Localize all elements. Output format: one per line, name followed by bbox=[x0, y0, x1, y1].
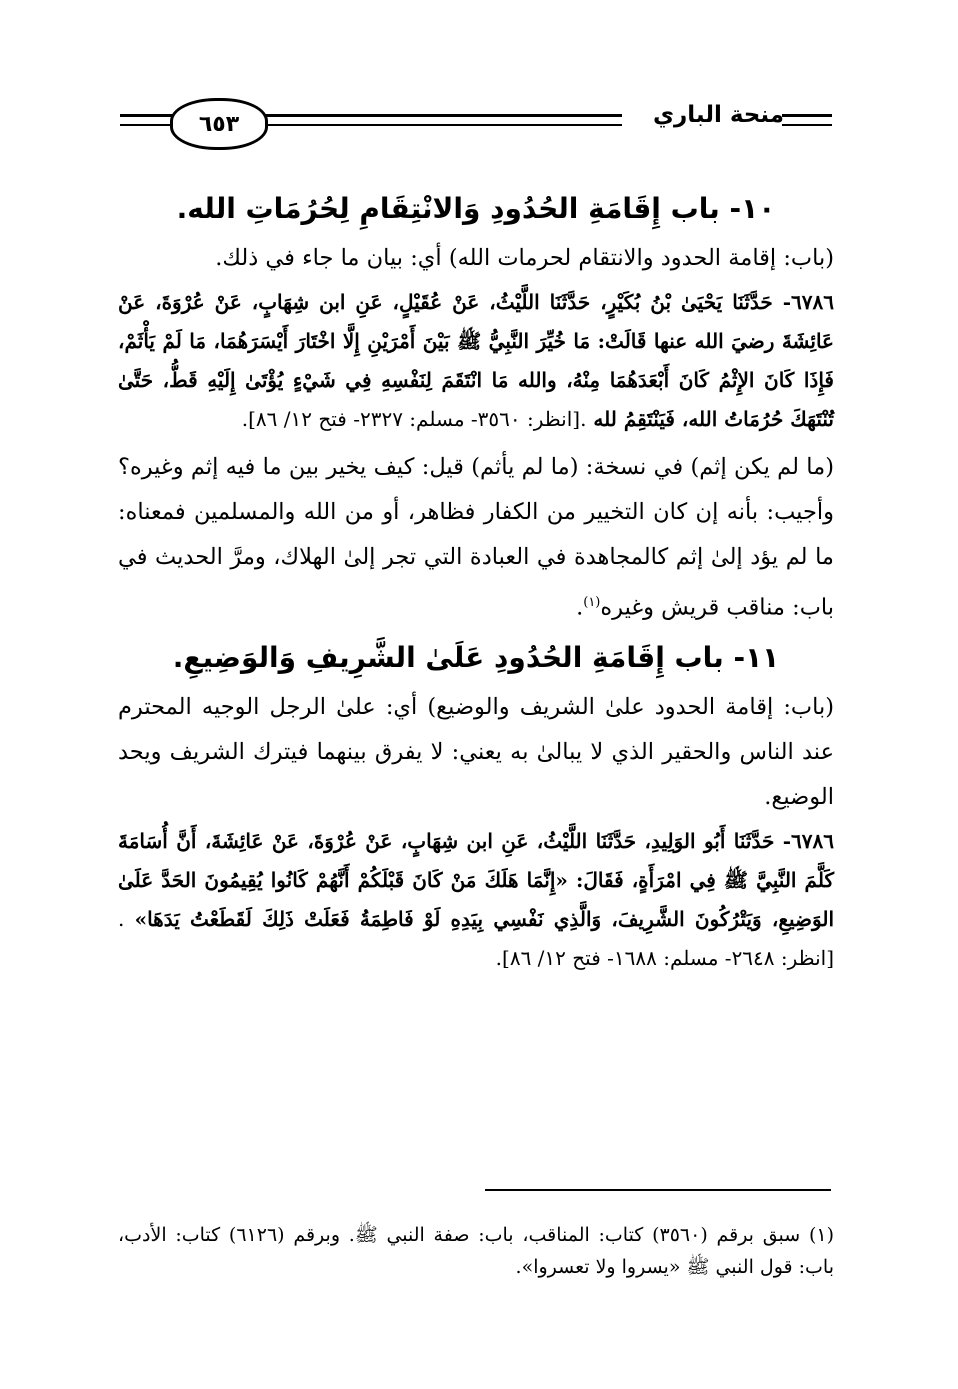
header-rule-middle-bottom bbox=[262, 124, 622, 126]
header-rule-right-top bbox=[782, 114, 832, 117]
hadith-text: ٦٧٨٦- حَدَّثَنَا يَحْيَىٰ بْنُ بُكَيْرٍ، حَدَّثَنَا اللَّيْثُ، عَنْ عُقَيْلٍ، عَنِ ابن شِهَابٍ، عَنْ عُرْوَةَ، عَنْ عَائِشَةَ رضيَ الله عنها قَالَتْ: مَا خُيِّرَ النَّبِيُّ ﷺ بَيْنَ أَمْرَيْنِ إِلَّا اخْتَارَ أَيْسَرَهُمَا، مَا لَمْ يَأْثَمْ، فَإِذَا كَانَ الإِثْمُ كَانَ أَبْعَدَهُمَا مِنْهُ، والله مَا انْتَقَمَ لِنَفْسِهِ فِي شَيْءٍ يُؤْتَىٰ إِلَيْهِ قَطُّ، حَتَّىٰ تُنْتَهَكَ حُرُمَاتُ الله، فَيَنْتَقِمُ لله bbox=[118, 290, 834, 431]
header-rule-middle-top bbox=[262, 114, 622, 117]
chapter-10-commentary: (باب: إقامة الحدود والانتقام لحرمات الله) أي: بيان ما جاء في ذلك. bbox=[215, 245, 834, 271]
page-header bbox=[120, 98, 832, 158]
explanation-text: (ما لم يكن إثم) في نسخة: (ما لم يأثم) قيل: كيف يخير بين ما فيه إثم وغيره؟ وأجيب: بأنه إن كان التخيير من الكفار فظاهر، أو من الله والمسلمين فمعناه: ما لم يؤد إلىٰ إثم كالمجاهدة في العبادة التي تجر إلىٰ الهلاك، ومرَّ الحديث في باب: مناقب قريش وغيره bbox=[118, 454, 834, 621]
footnote-marker: (١) bbox=[583, 595, 601, 610]
book-title: منحة الباري bbox=[652, 102, 784, 128]
chapter-11-commentary: (باب: إقامة الحدود علىٰ الشريف والوضيع) أي: علىٰ الرجل الوجيه المحترم عند الناس والحقير الذي لا يبالىٰ به يعني: لا يفرق بينهما فيترك الشريف ويحد الوضيع. bbox=[118, 693, 834, 810]
hadith-reference: .[انظر: ٣٥٦٠- مسلم: ٢٣٢٧- فتح ١٢/ ٨٦]. bbox=[241, 407, 587, 431]
explanation-end: . bbox=[576, 594, 584, 621]
hadith-6786-b bbox=[118, 822, 834, 978]
page-number bbox=[170, 98, 268, 150]
header-rule-right-bottom bbox=[782, 124, 832, 126]
page-content bbox=[118, 182, 834, 978]
hadith-6786-a bbox=[118, 283, 834, 439]
header-rule-left-top bbox=[120, 114, 172, 117]
chapter-11-heading: ١١- باب إِقَامَةِ الحُدُودِ عَلَىٰ الشَّرِيفِ وَالوَضِيعِ. bbox=[172, 640, 780, 674]
chapter-10-heading: ١٠- باب إِقَامَةِ الحُدُودِ وَالانْتِقَامِ لِحُرُمَاتِ الله. bbox=[176, 192, 776, 225]
hadith-reference: .[انظر: ٢٦٤٨- مسلم: ١٦٨٨- فتح ١٢/ ٨٦]. bbox=[118, 906, 834, 970]
chapter-10-explanation bbox=[118, 445, 834, 631]
header-rule-left-bottom bbox=[120, 124, 172, 126]
footnote-1: (١) سبق برقم (٣٥٦٠) كتاب: المناقب، باب: صفة النبي ﷺ. وبرقم (٦١٢٦) كتاب: الأدب، باب: قول النبي ﷺ «يسروا ولا تعسروا». bbox=[118, 1224, 834, 1278]
page-number-text: ٦٥٣ bbox=[198, 111, 240, 137]
hadith-text: ٦٧٨٦- حَدَّثَنَا أَبُو الوَلِيدِ، حَدَّثَنَا اللَّيْثُ، عَنِ ابن شِهَابٍ، عَنْ عُرْوَةَ، عَنْ عَائِشَةَ، أَنَّ أُسَامَةَ كَلَّمَ النَّبِيَّ ﷺ فِي امْرَأَةٍ، فَقَالَ: «إِنَّمَا هَلَكَ مَنْ كَانَ قَبْلَكُمْ أَنَّهُمْ كَانُوا يُقِيمُونَ الحَدَّ عَلَىٰ الوَضِيعِ، وَيَتْرُكُونَ الشَّرِيفَ، وَالَّذِي نَفْسِي بِيَدِهِ لَوْ فَاطِمَةُ فَعَلَتْ ذَلِكَ لَقَطَعْتُ يَدَهَا» bbox=[118, 828, 835, 931]
footnote-separator bbox=[485, 1189, 831, 1191]
